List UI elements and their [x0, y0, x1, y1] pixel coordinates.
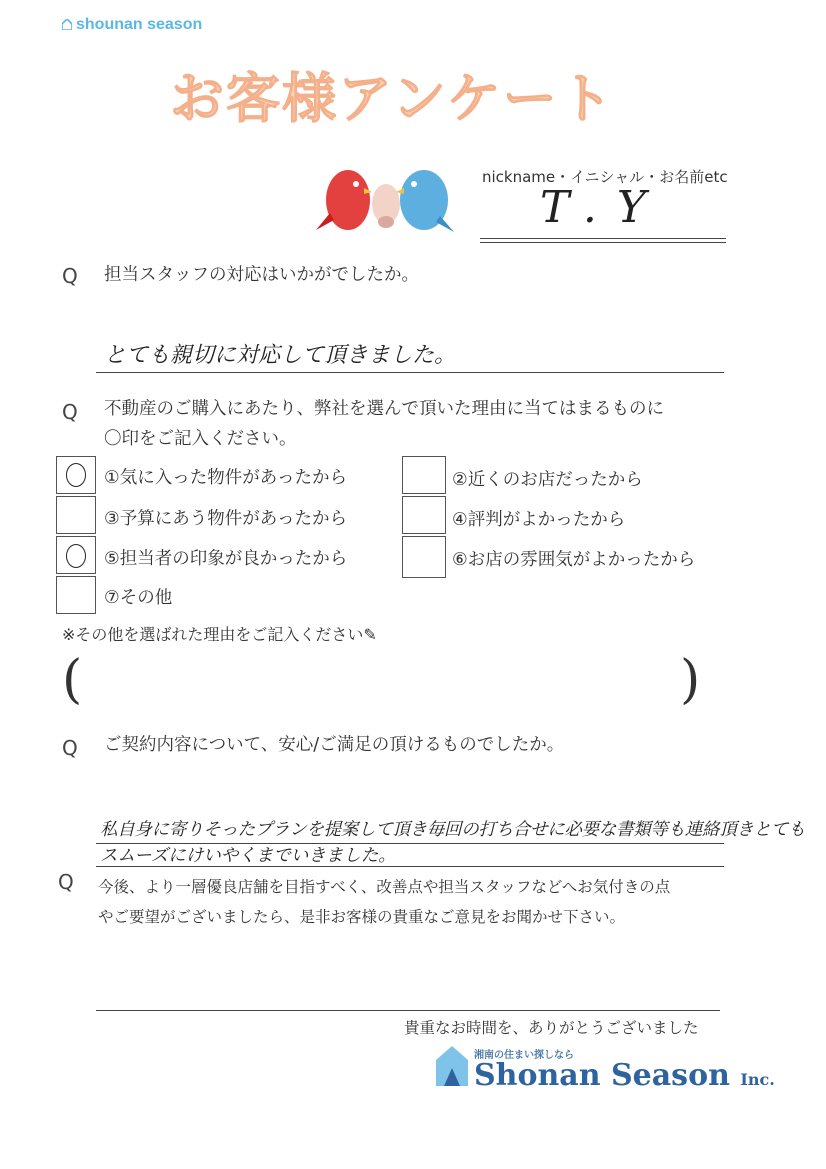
- q4-mark: Q: [58, 870, 74, 894]
- q3-mark: Q: [62, 736, 78, 760]
- option-6-checkbox[interactable]: [402, 536, 446, 578]
- option-2-label: ②近くのお店だったから: [452, 470, 643, 490]
- logo-tagline: 湘南の住まい探しなら: [474, 1050, 574, 1061]
- q1-answer-line: [96, 372, 724, 373]
- option-5-label: ⑤担当者の印象が良かったから: [104, 549, 348, 569]
- q3-answer-line2: スムーズにけいやくまでいきました。: [100, 846, 396, 866]
- other-reason-note: ※その他を選ばれた理由をご記入ください✎: [62, 625, 377, 644]
- q3-answer-line1: 私自身に寄りそったプランを提案して頂き毎回の打ち合せに必要な書類等も連絡頂きとても: [100, 820, 806, 840]
- q2-mark: Q: [62, 400, 78, 424]
- nickname-underline: [480, 238, 726, 239]
- q2-text-line1: 不動産のご購入にあたり、弊社を選んで頂いた理由に当てはまるものに: [104, 399, 664, 419]
- house-icon: [62, 19, 72, 30]
- q1-text: 担当スタッフの対応はいかがでしたか。: [104, 265, 419, 285]
- q3-answer-line-b: [96, 866, 724, 867]
- nickname-label: nickname・イニシャル・お名前etc: [482, 168, 728, 186]
- q4-text: [98, 872, 670, 932]
- thanks-message: 貴重なお時間を、ありがとうございました: [404, 1019, 699, 1037]
- option-4-label: ④評判がよかったから: [452, 510, 626, 530]
- q2-text-line2: 〇印をご記入ください。: [104, 429, 297, 449]
- option-2-checkbox[interactable]: [402, 456, 446, 494]
- page-title: お客様アンケート: [170, 67, 615, 130]
- nickname-underline-2: [480, 242, 726, 243]
- option-7-checkbox[interactable]: [56, 576, 96, 614]
- company-suffix: Inc.: [740, 1070, 775, 1089]
- q4-answer-line: [96, 1010, 720, 1011]
- circle-mark: [66, 463, 86, 487]
- brand-name: shounan season: [76, 16, 203, 33]
- q4-text-line1: 今後、より一層優良店舗を目指すべく、改善点や担当スタッフなどへお気付きの点: [98, 878, 671, 896]
- q3-text: ご契約内容について、安心/ご満足の頂けるものでしたか。: [104, 735, 565, 755]
- blue-bird-icon: [396, 170, 454, 232]
- pink-bird-icon: [372, 184, 400, 228]
- option-1-label: ①気に入った物件があったから: [104, 468, 348, 488]
- option-3-label: ③予算にあう物件があったから: [104, 509, 348, 529]
- option-4-checkbox[interactable]: [402, 496, 446, 534]
- paren-close: ): [680, 650, 701, 710]
- circle-mark: [66, 544, 86, 568]
- nickname-value: T.Y: [540, 182, 666, 233]
- q1-answer: とても親切に対応して頂きました。: [104, 343, 457, 368]
- company-logo-name: [474, 1058, 775, 1093]
- birds-illustration: [312, 158, 460, 238]
- option-1-checkbox[interactable]: [56, 456, 96, 494]
- option-5-checkbox[interactable]: [56, 536, 96, 574]
- option-6-label: ⑥お店の雰囲気がよかったから: [452, 550, 696, 570]
- option-7-label: ⑦その他: [104, 588, 173, 608]
- company-name: Shonan Season: [474, 1058, 730, 1093]
- option-3-checkbox[interactable]: [56, 496, 96, 534]
- q1-mark: Q: [62, 264, 78, 288]
- paren-open: (: [62, 650, 83, 710]
- red-bird-icon: [316, 170, 372, 230]
- house-logo-icon: [434, 1044, 470, 1088]
- q4-text-line2: やご要望がございましたら、是非お客様の貴重なご意見をお聞かせ下さい。: [98, 908, 626, 926]
- brand-logo-text: [62, 16, 202, 34]
